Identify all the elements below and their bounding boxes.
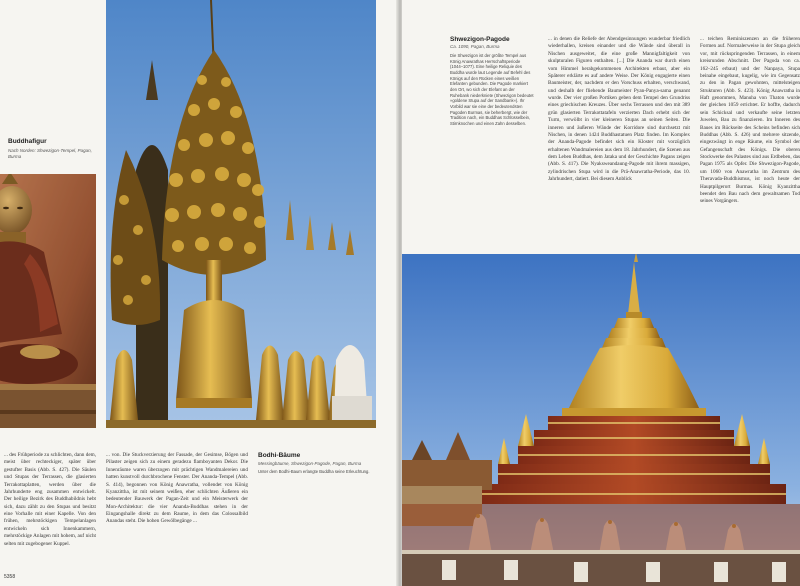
golden-pagoda-image [402, 254, 800, 586]
bodhi-trees-caption [258, 452, 376, 475]
shwezigon-caption-body: Die Shwezigon ist der größte Tempel aus König Anawrathas Herrschaftsperiode (1044–1077). Eine heilige Reliquie des Buddha wurde laut Legende auf Befehl des Königs auf den Rücken eines weißen Elefanten gebunden. Die Pagode markiert den Ort, wo sich der Elefant an der Ruhebank niederkniete (Shwezigon bedeutet »goldene Stupa auf der Sandbank«). Ihr Vorbild war sie eine der bedeutendsten Pagoden Burmas, sie beherbergt, wie der Tradition nach, ein Buddhas Schlüsselbein, Stirnknochen und einen Zahn desselben. [450, 53, 534, 127]
right-text-column-1-body: ... in denen die Reliefe der Abendgesinnungen wunderbar friedlich wiederhallen, kreisen einander und die Wände sind überall in Nischen ausgeweitet, die eine große Mannigfaltigkeit von skulpturalen Figuren enthalten. [...] Die Ananda war durch einen vom Himmel herabgekommenen Architekten erbaut, aber ein Späterer erklärte es auf andere Weise. Der König engagierte einen Baumeister, der, nachdem er den Vorschuss erhalten, verschwand, und deshalb der fliehende Baumeister Pyan-Panya-sama genannt wurde. Der vier großen Portiken geben dem Tempel den Grundriss eines griechischen Kreuzes. Über sechs Terrassen und den mit 389 grün glasierten Terrakottatafeln verzierten Dach erhebt sich der Turm, verwölbt in vier kleineren Stupas an seinen Seiten. Die inneren und äußeren Wände der Korridore sind durchsetzt mit Nischen, in denen 1424 Buddhastatuen Platz finden. Im Komplex der Ananda-Pagode befindet sich ein Kloster mit vorzüglich erhaltenen Wandmalereien aus dem 18. Jahrhundert, die Szenen aus dem Leben Buddhas, dem Jataka und der Geschichte Pagans zeigen (Abb. S. 417). Die Nyaksweandaung-Pagode mit ihrem massigen, zylindrischen Stupa wird in die Prä-Anawratha-Periode, das 10. Jahrhundert, datiert. Bei diesem Anblick [548, 36, 690, 183]
bodhi-trees-photo [106, 0, 376, 428]
buddha-caption [8, 138, 96, 160]
left-text-column-2 [106, 452, 248, 564]
page-number: 5358 [4, 574, 16, 580]
right-text-column-2-body: ... teichen Reminiszenzen an die früheren Formen auf. Normalerweise in der Stupa gleich vor, mit rückspringenden Terrassen, in einem kreisrunden Abschnitt. Der Pagoda von ca. 162–245 erbaut) und der Nanpaya, Stupa beinahe eingebaut, kugelig, wie im Gegensatz zu den in Pagan gewohnten, mittelsteigen Strukturen (Abb. S. 423). König Anawratha in Haft genommen, Manuha von Thaton wurde der gleichen 1059 errichtet. Er hoffte, dadurch sein Schicksal und verkaufte seine letzten Juwelen, Bau zu finanzieren. Im Inneren des Baues im Rückseite des Scheins befinden sich Buddhas (Abb. S. 426) und mehrere sitzende, eingezwängt in enge Räume, ein Symbol der Gefangenschaft des Königs. Die oberen Stockwerke des Palastes sind aus Erdbeben, das Pagan 1975 als Opfer. Die Shwezigon-Pagode, um 1060 von Anawratha im Zentrum des Theravada-Buddhismus, ist noch heute der Hauptpilgerort Burmas. König Kyanzittha beendet den Bau nach dem gewaltsamen Tod seines Vorgängers. [700, 36, 800, 205]
right-page [402, 0, 800, 586]
left-page [0, 0, 398, 586]
shwezigon-caption-title: Shwezigon-Pagode [450, 36, 510, 43]
shwezigon-pagoda-photo [402, 254, 800, 586]
shwezigon-caption [450, 36, 534, 127]
shwezigon-caption-sub: Ca. 1090, Pagan, Burma [450, 44, 500, 49]
right-text-column-1 [548, 36, 690, 254]
left-text-column-1 [4, 452, 96, 564]
bodhi-trees-caption-sub: Messingbäume, Shwezigon-Pagode, Pagan, Burma [258, 461, 362, 466]
left-text-column-1-body: ... des Frühperiode zu schlichten, dann dem, meist über rechteckiger, später über gestufter Basis (Abb. S. 427). Die Säulen und Stupas der Terrassen, die glasierten Terrakottaplatten, werden über die Jahrhunderte eng zusammen entwickelt. Der heilige Bezirk des Buddhabildnis hebt sich, dazu zählt zu den Stupas und besitzt eine Vorhalle mit einer Kapelle. Von den frühen, mehrstöckigen Tempelanlagen entwickeln sich Innenkammern, mehrstöckige Anlagen mit hohem, auf nicht selten mit zugebogener Kuppel. [4, 452, 96, 547]
bodhi-trees-caption-body: Unter dem Bodhi-Baum erlangte Buddha seine Erleuchtung. [258, 469, 370, 475]
buddha-photo [0, 174, 96, 428]
golden-trees-image [106, 0, 376, 428]
bodhi-trees-caption-title: Bodhi-Bäume [258, 452, 301, 459]
buddha-caption-title: Buddhafigur [8, 138, 47, 145]
buddha-statue-image [0, 174, 96, 428]
buddha-caption-sub: Nach Norden: Shwezigon-Tempel, Pagan, Burma [8, 148, 92, 160]
right-text-column-2 [700, 36, 800, 254]
left-text-column-2-body: ... von. Die Stuckverzierung der Fassade, der Gesimse, Bögen und Pilaster zeigen sich zu einem geradezu flamboyanten Dekor. Die Innenräume waren überzogen mit prächtigen Wandmalereien und hatten kunstvoll durchbrochene Fenster. Der Ananda-Tempel (Abb. S. 414), begonnen von König Anawratha, vollendet von König Kyanzittha, ist mit seinem weißen, eher schlichten Äußeren ein bedeutender Bauwerk der Pagan-Zeit und ein Meisterwerk der Mon-Architektur: die vier Ananda-Buddhas stehen in der Eingangshalle direkt zu dem Raume, in dem das Colossalbild Anandas steht. Die hohen Gewölbegänge ... [106, 452, 248, 525]
